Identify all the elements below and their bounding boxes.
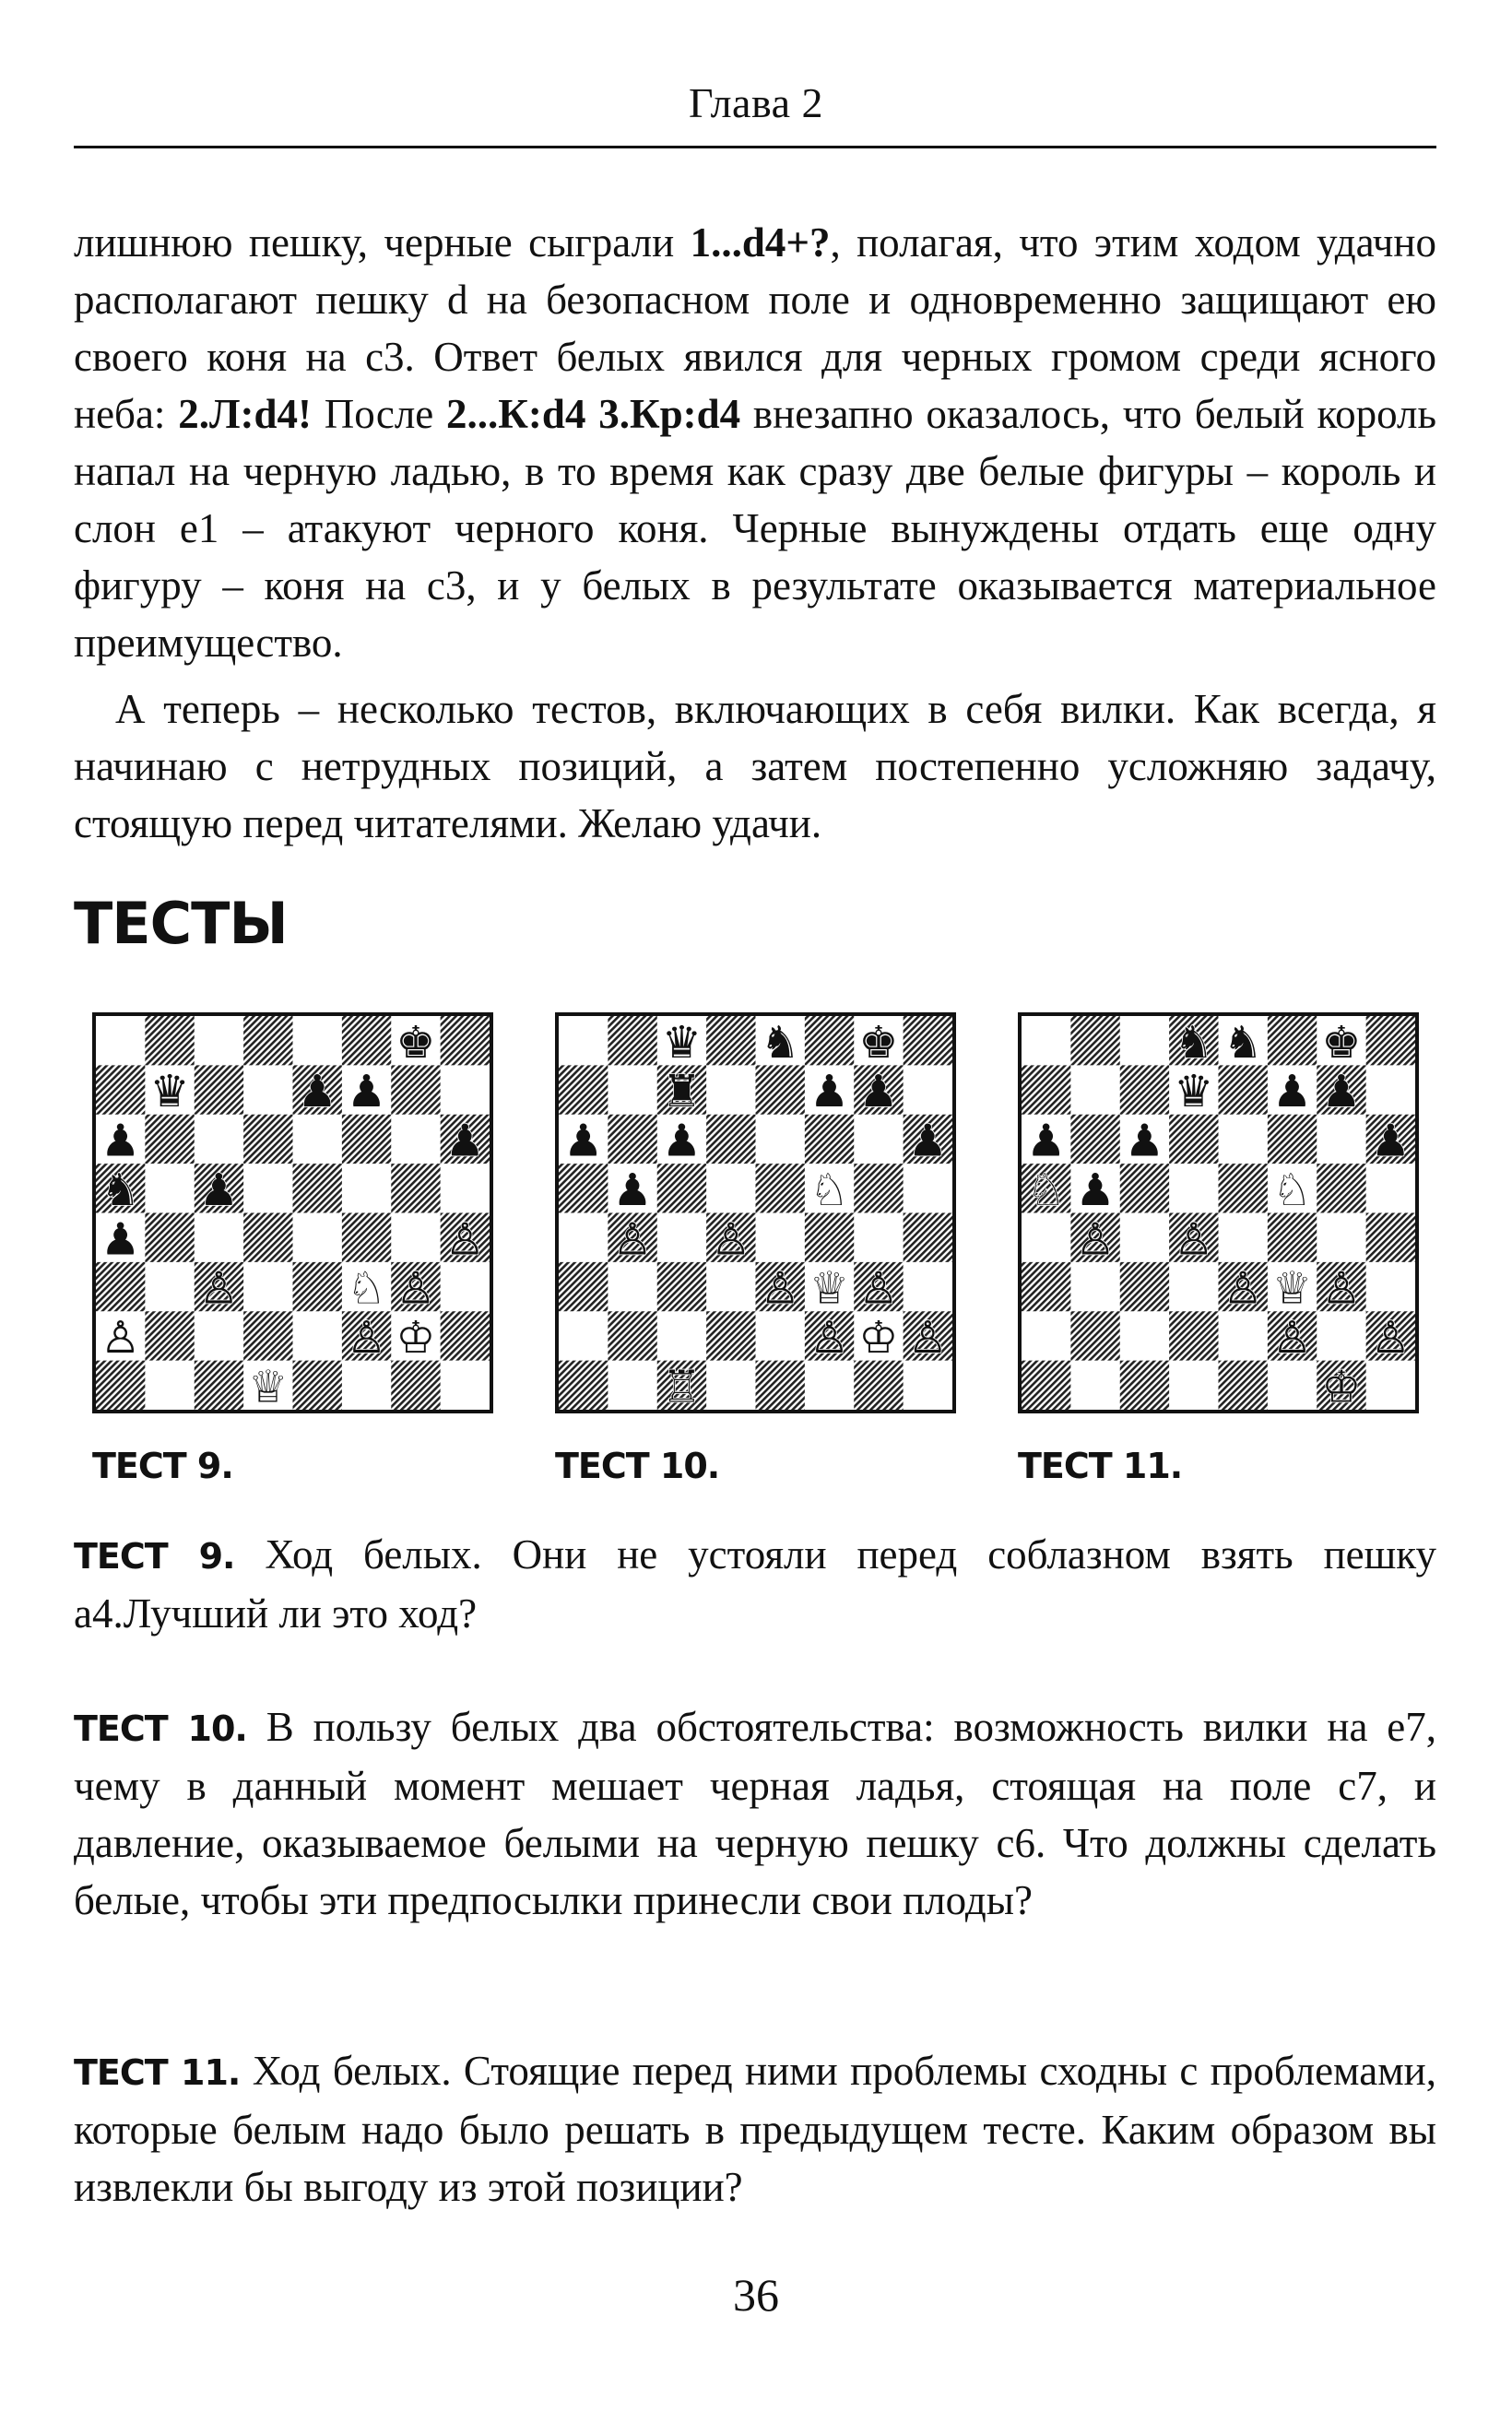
black-knight-icon: ♞ — [100, 1164, 141, 1216]
dark-square — [706, 1115, 756, 1164]
dark-square — [391, 1361, 441, 1410]
dark-square — [342, 1115, 392, 1164]
white-pawn-icon: ♙ — [907, 1312, 948, 1365]
white-pawn-icon: ♙ — [198, 1262, 239, 1315]
board-caption-test-9: ТЕСТ 9. — [92, 1446, 233, 1486]
dark-square — [608, 1016, 657, 1066]
page-number: 36 — [733, 2269, 779, 2321]
white-pawn-icon: ♙ — [444, 1213, 485, 1266]
white-king-icon: ♔ — [1321, 1361, 1362, 1410]
dark-square — [195, 1065, 244, 1115]
dark-square — [559, 1262, 608, 1312]
chess-board-test-9 — [92, 1012, 493, 1413]
dark-square — [1120, 1164, 1170, 1213]
black-king-icon: ♚ — [1321, 1016, 1362, 1069]
chapter-header: Глава 2 — [688, 79, 824, 126]
light-square — [1022, 1311, 1071, 1361]
white-pawn-icon: ♙ — [396, 1262, 436, 1315]
light-square — [1317, 1213, 1366, 1263]
white-knight-icon: ♘ — [1026, 1164, 1067, 1216]
dark-square — [1366, 1016, 1415, 1066]
test-label: ТЕСТ 10. — [74, 1708, 247, 1749]
black-pawn-icon: ♟ — [907, 1115, 948, 1167]
light-square — [657, 1213, 707, 1263]
light-square — [1120, 1311, 1170, 1361]
section-title: ТЕСТЫ — [74, 890, 288, 957]
text-run: , полагая, что этим ходом удачно располагают пешку d на безопасном поле и одновременно защищают ею своего коня на с3. Ответ белых явился для черных громом среди ясного неба: — [74, 219, 1436, 437]
light-square — [293, 1016, 343, 1066]
white-pawn-icon: ♙ — [809, 1312, 850, 1365]
black-queen-icon: ♛ — [149, 1066, 190, 1118]
black-pawn-icon: ♟ — [612, 1164, 653, 1216]
dark-square — [342, 1016, 392, 1066]
dark-square — [145, 1115, 195, 1164]
test-text: Ход белых. Они не устояли перед соблазном взять пешку а4.Лучший ли это ход? — [74, 1531, 1436, 1637]
light-square — [559, 1311, 608, 1361]
light-square — [145, 1361, 195, 1410]
white-knight-icon: ♘ — [347, 1262, 387, 1315]
light-square — [559, 1213, 608, 1263]
light-square — [904, 1262, 952, 1312]
chess-board-test-10 — [555, 1012, 956, 1413]
light-square — [559, 1016, 608, 1066]
light-square — [756, 1115, 806, 1164]
board-svg — [1022, 1016, 1415, 1410]
move-notation: 2.Л:d4! — [178, 391, 312, 437]
black-pawn-icon: ♟ — [444, 1115, 485, 1167]
black-pawn-icon: ♟ — [1370, 1115, 1411, 1167]
dark-square — [1169, 1311, 1219, 1361]
light-square — [243, 1262, 293, 1312]
light-square — [1317, 1115, 1366, 1164]
light-square — [195, 1016, 244, 1066]
dark-square — [1070, 1115, 1120, 1164]
dark-square — [559, 1361, 608, 1410]
black-rook-icon: ♜ — [661, 1066, 702, 1118]
light-square — [1070, 1262, 1120, 1312]
light-square — [904, 1361, 952, 1410]
light-square — [1268, 1361, 1317, 1410]
dark-square — [1169, 1115, 1219, 1164]
dark-square — [1022, 1262, 1071, 1312]
black-king-icon: ♚ — [858, 1016, 899, 1069]
dark-square — [1022, 1361, 1071, 1410]
white-pawn-icon: ♙ — [711, 1213, 751, 1266]
dark-square — [559, 1164, 608, 1213]
dark-square — [1317, 1164, 1366, 1213]
light-square — [1366, 1262, 1415, 1312]
light-square — [195, 1311, 244, 1361]
black-pawn-icon: ♟ — [563, 1115, 604, 1167]
test-text: Ход белых. Стоящие перед ними проблемы сходны с проблемами, которые белым надо было решать в предыдущем тесте. Каким образом вы извлекли бы выгоду из этой позиции? — [74, 2048, 1436, 2210]
dark-square — [559, 1065, 608, 1115]
light-square — [608, 1361, 657, 1410]
black-pawn-icon: ♟ — [661, 1115, 702, 1167]
dark-square — [1070, 1311, 1120, 1361]
dark-square — [1366, 1213, 1415, 1263]
dark-square — [96, 1361, 146, 1410]
light-square — [1022, 1016, 1071, 1066]
light-square — [1169, 1361, 1219, 1410]
light-square — [854, 1115, 904, 1164]
white-king-icon: ♔ — [396, 1312, 436, 1365]
dark-square — [706, 1311, 756, 1361]
board-caption-test-10: ТЕСТ 10. — [555, 1446, 720, 1486]
white-pawn-icon: ♙ — [347, 1312, 387, 1365]
light-square — [342, 1361, 392, 1410]
dark-square — [243, 1115, 293, 1164]
light-square — [854, 1213, 904, 1263]
light-square — [293, 1311, 343, 1361]
light-square — [1366, 1361, 1415, 1410]
light-square — [756, 1213, 806, 1263]
dark-square — [243, 1016, 293, 1066]
light-square — [441, 1361, 490, 1410]
dark-square — [293, 1361, 343, 1410]
dark-square — [608, 1311, 657, 1361]
white-pawn-icon: ♙ — [1272, 1312, 1313, 1365]
light-square — [342, 1164, 392, 1213]
dark-square — [145, 1016, 195, 1066]
dark-square — [706, 1016, 756, 1066]
light-square — [805, 1361, 855, 1410]
dark-square — [243, 1213, 293, 1263]
dark-square — [243, 1311, 293, 1361]
white-pawn-icon: ♙ — [1174, 1213, 1214, 1266]
dark-square — [805, 1213, 855, 1263]
light-square — [1219, 1213, 1269, 1263]
test-label: ТЕСТ 11. — [74, 2052, 241, 2093]
light-square — [904, 1164, 952, 1213]
black-pawn-icon: ♟ — [100, 1213, 141, 1266]
dark-square — [608, 1115, 657, 1164]
white-queen-icon: ♕ — [1272, 1262, 1313, 1315]
dark-square — [391, 1164, 441, 1213]
dark-square — [854, 1164, 904, 1213]
black-pawn-icon: ♟ — [1075, 1164, 1116, 1216]
board-svg — [96, 1016, 490, 1410]
board-caption-test-11: ТЕСТ 11. — [1018, 1446, 1183, 1486]
black-knight-icon: ♞ — [760, 1016, 800, 1069]
board-svg — [559, 1016, 952, 1410]
light-square — [1366, 1164, 1415, 1213]
white-knight-icon: ♘ — [1272, 1164, 1313, 1216]
light-square — [96, 1016, 146, 1066]
dark-square — [1219, 1361, 1269, 1410]
light-square — [243, 1164, 293, 1213]
text-run: лишнюю пешку, черные сыграли — [74, 219, 691, 266]
dark-square — [293, 1262, 343, 1312]
white-pawn-icon: ♙ — [1370, 1312, 1411, 1365]
test-text: В пользу белых два обстоятельства: возможность вилки на е7, чему в данный момент мешает черная ладья, стоящая на поле с7, и давление, оказываемое белыми на черную пешку с6. Что должны сделать белые, чтобы эти предпосылки принесли свои плоды? — [74, 1704, 1437, 1923]
black-queen-icon: ♛ — [1174, 1066, 1214, 1118]
light-square — [195, 1213, 244, 1263]
dark-square — [342, 1213, 392, 1263]
light-square — [145, 1262, 195, 1312]
header-rule — [74, 146, 1436, 148]
white-pawn-icon: ♙ — [760, 1262, 800, 1315]
text-run: внезапно оказалось, что белый король напал на черную ладью, в то время как сразу две белые фигуры – король и слон е1 – атакуют черного коня. Черные вынуждены отдать еще одну фигуру – коня на с3, и у белых в результате оказывается материальное преимущество. — [74, 391, 1436, 666]
light-square — [608, 1065, 657, 1115]
dark-square — [1268, 1115, 1317, 1164]
light-square — [706, 1065, 756, 1115]
dark-square — [805, 1115, 855, 1164]
white-pawn-icon: ♙ — [858, 1262, 899, 1315]
light-square — [1366, 1065, 1415, 1115]
black-queen-icon: ♛ — [661, 1016, 702, 1069]
light-square — [1169, 1262, 1219, 1312]
light-square — [1169, 1164, 1219, 1213]
dark-square — [1268, 1016, 1317, 1066]
dark-square — [96, 1065, 146, 1115]
black-pawn-icon: ♟ — [1321, 1066, 1362, 1118]
dark-square — [805, 1016, 855, 1066]
light-square — [195, 1115, 244, 1164]
white-queen-icon: ♕ — [809, 1262, 850, 1315]
dark-square — [441, 1311, 490, 1361]
test-label: ТЕСТ 9. — [74, 1536, 235, 1577]
dark-square — [96, 1262, 146, 1312]
chess-board-test-11 — [1018, 1012, 1419, 1413]
black-king-icon: ♚ — [396, 1016, 436, 1069]
light-square — [904, 1065, 952, 1115]
dark-square — [145, 1213, 195, 1263]
light-square — [1219, 1311, 1269, 1361]
light-square — [1120, 1213, 1170, 1263]
dark-square — [657, 1164, 707, 1213]
black-pawn-icon: ♟ — [347, 1066, 387, 1118]
test-11-description — [74, 2042, 1436, 2216]
dark-square — [1268, 1213, 1317, 1263]
dark-square — [1070, 1016, 1120, 1066]
dark-square — [1219, 1065, 1269, 1115]
move-notation: 1...d4+? — [690, 219, 831, 266]
light-square — [1120, 1016, 1170, 1066]
dark-square — [1120, 1065, 1170, 1115]
dark-square — [391, 1065, 441, 1115]
light-square — [1070, 1361, 1120, 1410]
white-rook-icon: ♖ — [661, 1361, 702, 1410]
intro-paragraph-2: А теперь – несколько тестов, включающих в себя вилки. Как всегда, я начинаю с нетрудных позиций, а затем постепенно усложняю задачу, стоящую перед читателями. Желаю удачи. — [74, 686, 1436, 846]
light-square — [441, 1065, 490, 1115]
dark-square — [854, 1361, 904, 1410]
white-pawn-icon: ♙ — [1223, 1262, 1263, 1315]
white-pawn-icon: ♙ — [1321, 1262, 1362, 1315]
dark-square — [904, 1016, 952, 1066]
light-square — [1317, 1311, 1366, 1361]
dark-square — [293, 1164, 343, 1213]
dark-square — [1120, 1361, 1170, 1410]
light-square — [145, 1164, 195, 1213]
dark-square — [756, 1361, 806, 1410]
black-knight-icon: ♞ — [1174, 1016, 1214, 1069]
dark-square — [904, 1213, 952, 1263]
white-queen-icon: ♕ — [248, 1361, 289, 1410]
light-square — [391, 1213, 441, 1263]
move-notation: 2...К:d4 3.Кр:d4 — [446, 391, 741, 437]
black-pawn-icon: ♟ — [1272, 1066, 1313, 1118]
black-pawn-icon: ♟ — [198, 1164, 239, 1216]
light-square — [243, 1065, 293, 1115]
white-knight-icon: ♘ — [809, 1164, 850, 1216]
test-10-description — [74, 1698, 1436, 1929]
black-pawn-icon: ♟ — [1026, 1115, 1067, 1167]
light-square — [1022, 1213, 1071, 1263]
black-pawn-icon: ♟ — [1124, 1115, 1164, 1167]
test-9-description — [74, 1526, 1436, 1642]
light-square — [441, 1262, 490, 1312]
black-pawn-icon: ♟ — [858, 1066, 899, 1118]
intro-text — [74, 214, 1436, 852]
light-square — [706, 1262, 756, 1312]
white-king-icon: ♔ — [858, 1312, 899, 1365]
dark-square — [756, 1065, 806, 1115]
dark-square — [145, 1311, 195, 1361]
dark-square — [756, 1164, 806, 1213]
light-square — [293, 1115, 343, 1164]
white-pawn-icon: ♙ — [612, 1213, 653, 1266]
black-knight-icon: ♞ — [1223, 1016, 1263, 1069]
black-pawn-icon: ♟ — [100, 1115, 141, 1167]
black-pawn-icon: ♟ — [809, 1066, 850, 1118]
light-square — [706, 1164, 756, 1213]
light-square — [293, 1213, 343, 1263]
text-run: После — [311, 391, 447, 437]
intro-paragraph-1 — [74, 214, 1436, 671]
light-square — [657, 1311, 707, 1361]
light-square — [391, 1115, 441, 1164]
dark-square — [1219, 1164, 1269, 1213]
white-pawn-icon: ♙ — [100, 1312, 141, 1365]
light-square — [1070, 1065, 1120, 1115]
dark-square — [657, 1262, 707, 1312]
dark-square — [195, 1361, 244, 1410]
light-square — [441, 1164, 490, 1213]
light-square — [756, 1311, 806, 1361]
light-square — [706, 1361, 756, 1410]
light-square — [608, 1262, 657, 1312]
light-square — [1219, 1115, 1269, 1164]
dark-square — [441, 1016, 490, 1066]
white-pawn-icon: ♙ — [1075, 1213, 1116, 1266]
dark-square — [1022, 1065, 1071, 1115]
black-pawn-icon: ♟ — [297, 1066, 337, 1118]
dark-square — [1120, 1262, 1170, 1312]
